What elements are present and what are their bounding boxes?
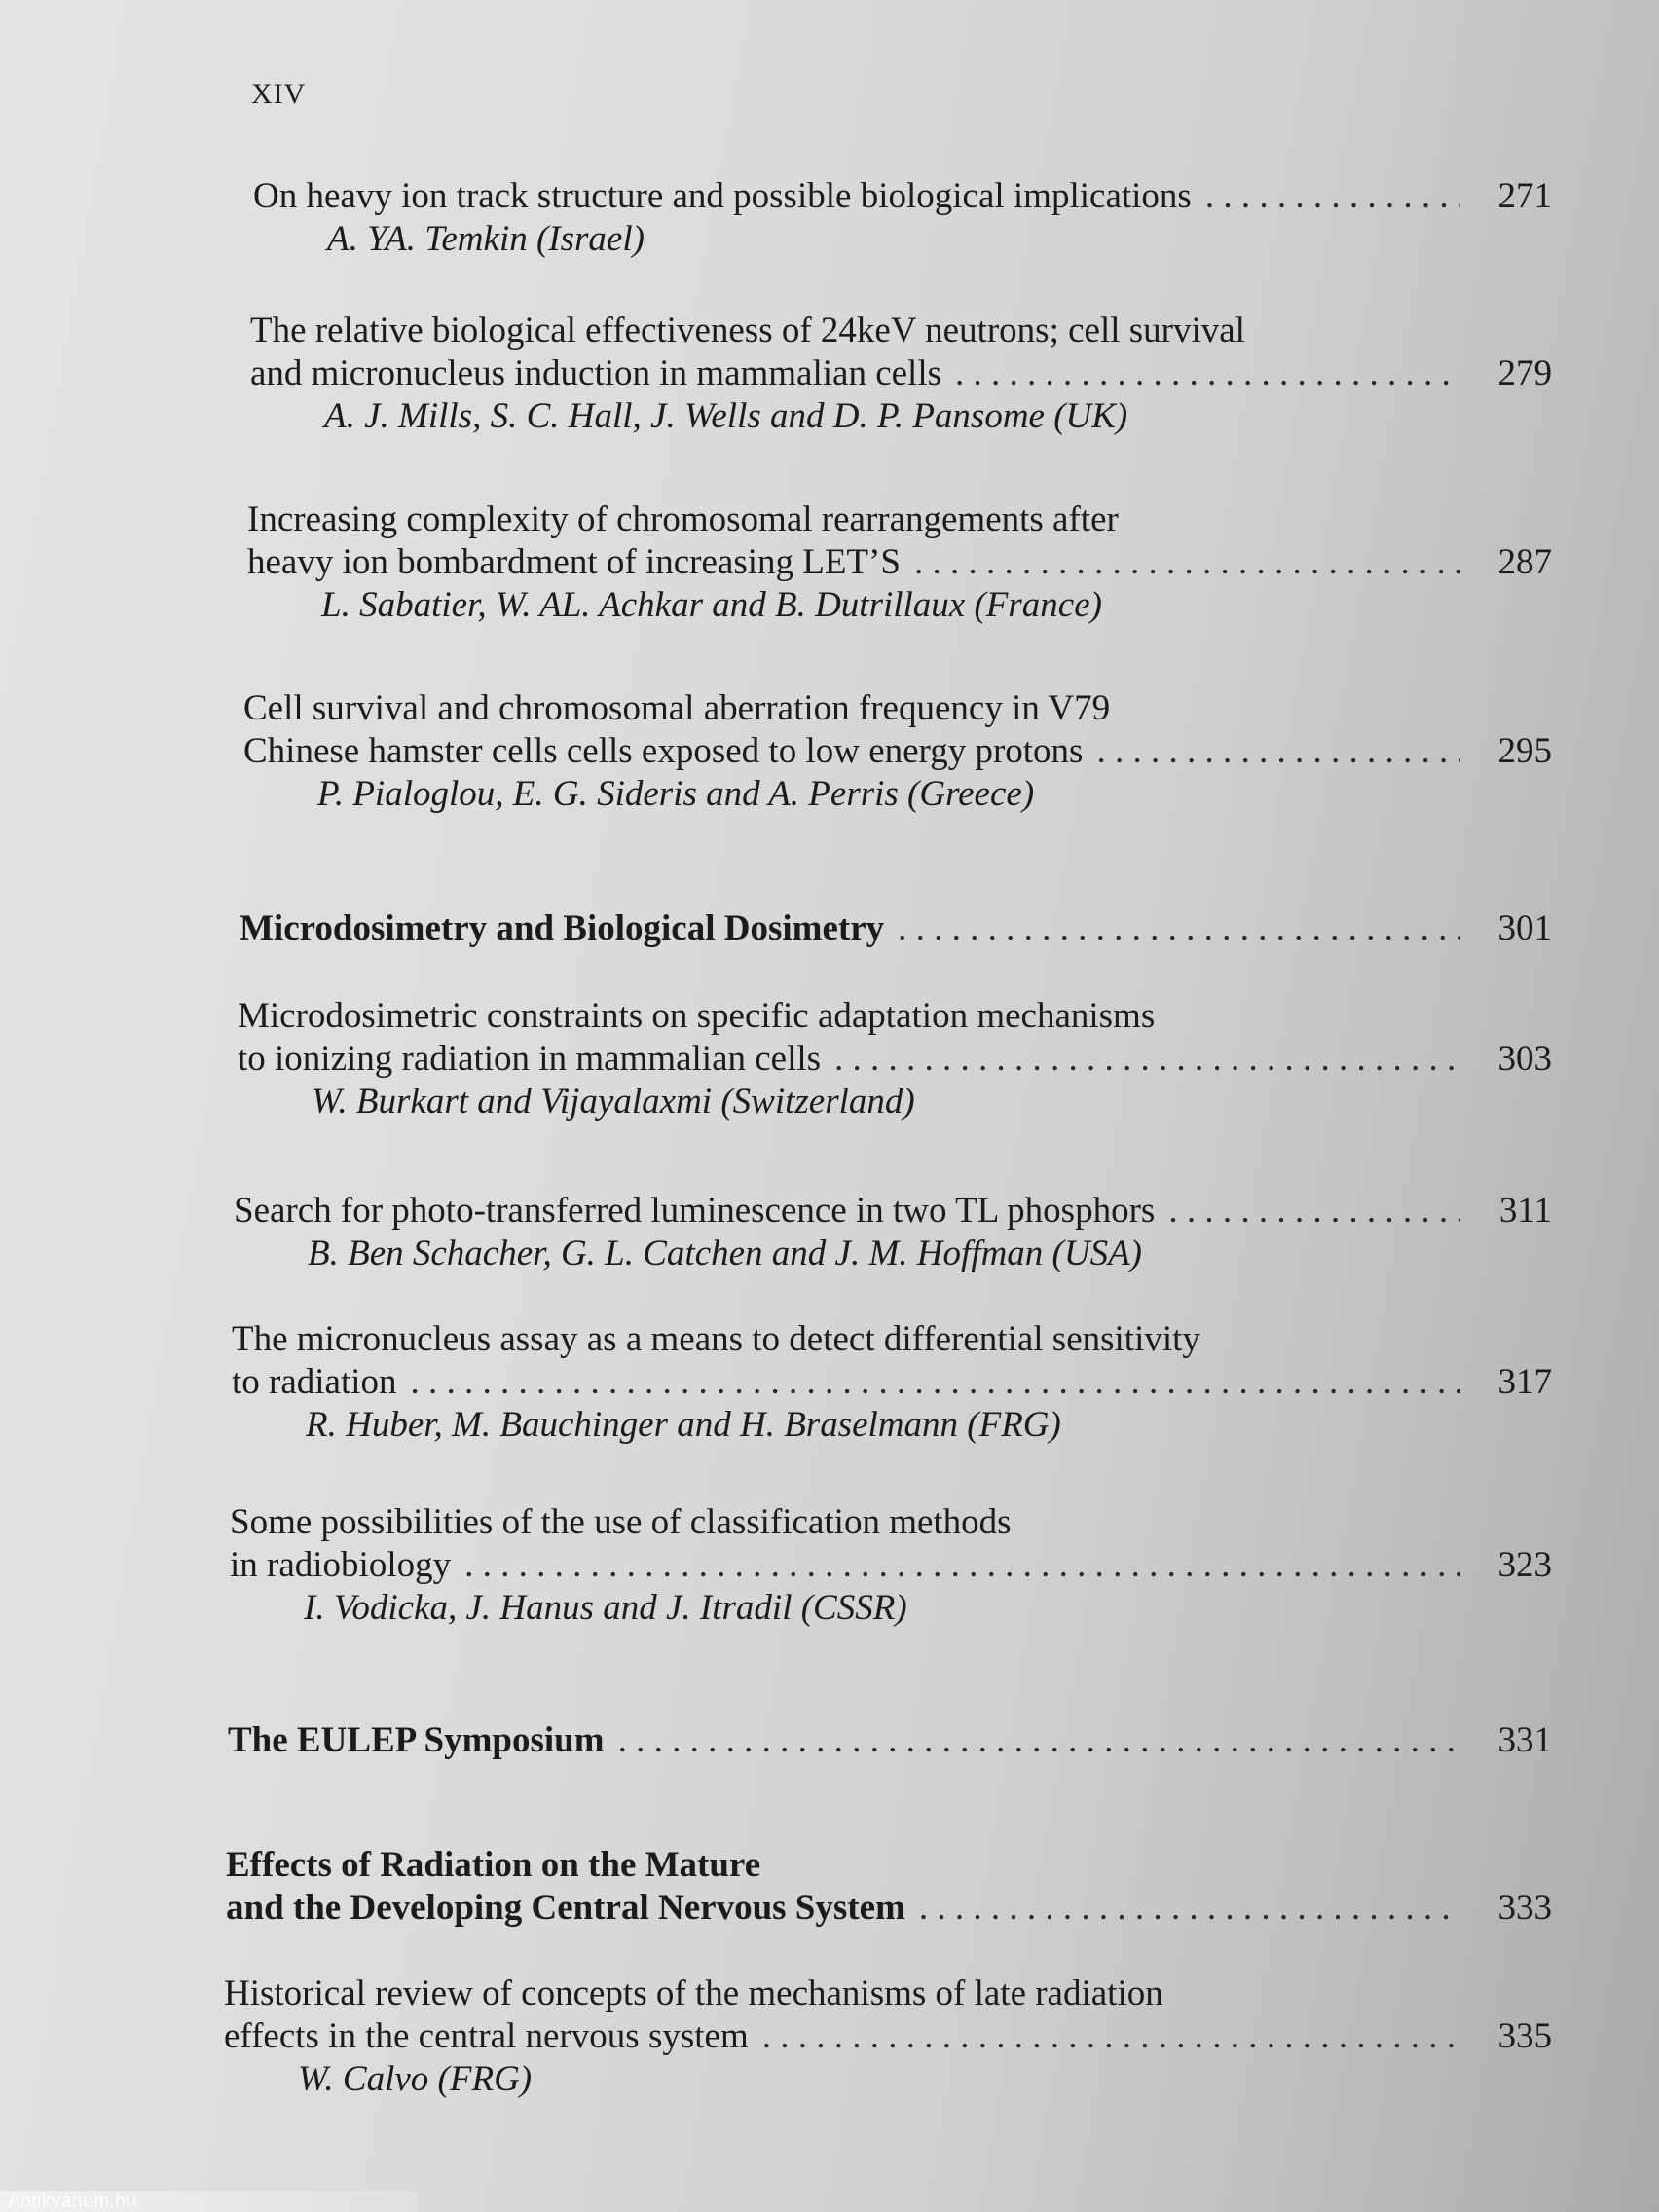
toc-entry-title-line bbox=[226, 1844, 1552, 1887]
entry-title: The micronucleus assay as a means to detect differential sensitivity bbox=[232, 1319, 1200, 1359]
section-heading: and the Developing Central Nervous System bbox=[226, 1888, 905, 1928]
section-heading: Microdosimetry and Biological Dosimetry bbox=[240, 908, 885, 948]
page-number: XIV bbox=[251, 78, 307, 110]
entry-title: On heavy ion track structure and possible biological implications bbox=[253, 176, 1192, 216]
entry-page-number: 303 bbox=[1497, 1039, 1552, 1079]
toc-entry-title-line bbox=[224, 2015, 1552, 2058]
toc-entry-title-line bbox=[228, 1719, 1552, 1762]
toc-entry-title-line bbox=[243, 687, 1552, 730]
entry-title: Some possibilities of the use of classification methods bbox=[230, 1502, 1012, 1542]
toc-entry-title-line bbox=[253, 175, 1552, 218]
entry-title: Increasing complexity of chromosomal rearrangements after bbox=[247, 499, 1119, 539]
leader-dots bbox=[1205, 175, 1460, 218]
entry-title: in radiobiology bbox=[230, 1545, 452, 1585]
watermark: Antikvárium.hu bbox=[0, 2191, 417, 2212]
entry-page-number: 335 bbox=[1497, 2016, 1552, 2056]
toc-entry-title-line bbox=[238, 1038, 1552, 1081]
leader-dots bbox=[411, 1361, 1460, 1404]
entry-title: Search for photo-transferred luminescence in two TL phosphors bbox=[234, 1191, 1156, 1231]
entry-page-number: 323 bbox=[1497, 1545, 1552, 1585]
toc-entry-title-line bbox=[230, 1544, 1552, 1587]
section-heading: Effects of Radiation on the Mature bbox=[226, 1845, 761, 1885]
leader-dots bbox=[955, 352, 1460, 395]
toc-entry-title-line bbox=[250, 352, 1552, 395]
toc-entry-title-line bbox=[232, 1318, 1552, 1361]
leader-dots bbox=[464, 1544, 1460, 1587]
toc-entry-title-line bbox=[247, 541, 1552, 584]
entry-title: and micronucleus induction in mammalian cells bbox=[250, 353, 942, 393]
toc-entry-title-line bbox=[247, 498, 1552, 541]
section-heading: The EULEP Symposium bbox=[228, 1720, 605, 1760]
entry-authors: W. Calvo (FRG) bbox=[298, 2059, 533, 2099]
toc-entry-title-line bbox=[232, 1361, 1552, 1404]
leader-dots bbox=[1096, 730, 1460, 773]
entry-page-number: 287 bbox=[1497, 542, 1552, 582]
entry-page-number: 317 bbox=[1497, 1362, 1552, 1402]
entry-page-number: 279 bbox=[1497, 353, 1552, 393]
entry-title: Chinese hamster cells cells exposed to low energy protons bbox=[243, 731, 1084, 771]
leader-dots bbox=[1168, 1190, 1460, 1233]
entry-page-number: 311 bbox=[1498, 1191, 1552, 1231]
entry-page-number: 271 bbox=[1497, 176, 1552, 216]
leader-dots bbox=[898, 907, 1460, 950]
entry-title: effects in the central nervous system bbox=[224, 2016, 749, 2056]
toc-entry-title-line bbox=[224, 1972, 1552, 2015]
entry-title: The relative biological effectiveness of 24keV neutrons; cell survival bbox=[250, 311, 1245, 350]
toc-entry-title-line bbox=[240, 907, 1552, 950]
leader-dots bbox=[914, 541, 1460, 584]
entry-authors: A. YA. Temkin (Israel) bbox=[327, 219, 645, 259]
toc-entry-title-line bbox=[226, 1887, 1552, 1930]
entry-authors: B. Ben Schacher, G. L. Catchen and J. M. Hoffman (USA) bbox=[308, 1234, 1142, 1273]
entry-title: to ionizing radiation in mammalian cells bbox=[238, 1039, 822, 1079]
leader-dots bbox=[762, 2015, 1460, 2058]
toc-entry-title-line bbox=[250, 310, 1552, 352]
entry-page-number: 333 bbox=[1497, 1888, 1552, 1928]
leader-dots bbox=[919, 1887, 1460, 1930]
leader-dots bbox=[618, 1719, 1460, 1762]
toc-entry-title-line bbox=[234, 1190, 1552, 1233]
entry-title: Microdosimetric constraints on specific adaptation mechanisms bbox=[238, 996, 1156, 1036]
toc-entry-title-line bbox=[243, 730, 1552, 773]
entry-page-number: 331 bbox=[1497, 1720, 1552, 1760]
entry-authors: L. Sabatier, W. AL. Achkar and B. Dutrillaux (France) bbox=[321, 585, 1102, 625]
entry-authors: A. J. Mills, S. C. Hall, J. Wells and D. P. Pansome (UK) bbox=[324, 396, 1128, 436]
entry-page-number: 301 bbox=[1497, 908, 1552, 948]
entry-title: Historical review of concepts of the mechanisms of late radiation bbox=[224, 1973, 1163, 2013]
entry-authors: I. Vodicka, J. Hanus and J. Itradil (CSSR) bbox=[304, 1588, 907, 1628]
entry-title: Cell survival and chromosomal aberration frequency in V79 bbox=[243, 688, 1111, 728]
entry-authors: W. Burkart and Vijayalaxmi (Switzerland) bbox=[312, 1082, 915, 1122]
entry-title: heavy ion bombardment of increasing LET’S bbox=[247, 542, 901, 582]
entry-authors: P. Pialoglou, E. G. Sideris and A. Perris (Greece) bbox=[317, 774, 1035, 814]
entry-authors: R. Huber, M. Bauchinger and H. Braselmann (FRG) bbox=[306, 1405, 1061, 1445]
toc-entry-title-line bbox=[230, 1501, 1552, 1544]
leader-dots bbox=[834, 1038, 1460, 1081]
entry-page-number: 295 bbox=[1497, 731, 1552, 771]
toc-entry-title-line bbox=[238, 995, 1552, 1038]
entry-title: to radiation bbox=[232, 1362, 397, 1402]
